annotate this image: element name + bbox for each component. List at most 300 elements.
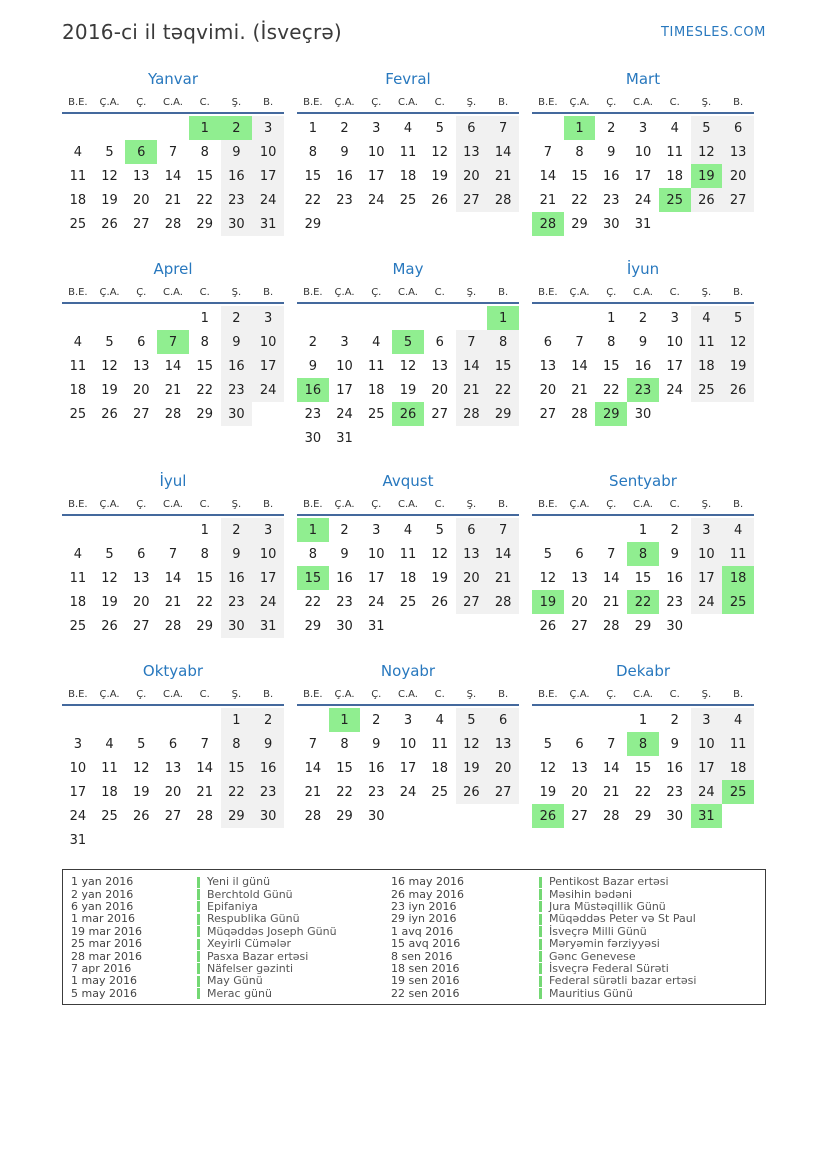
- weekday-header: B.E.: [303, 97, 323, 108]
- legend-holiday-name: Epifaniya: [197, 901, 391, 913]
- holiday-day-cell: 16: [297, 378, 329, 402]
- day-cell: 28: [456, 402, 488, 426]
- day-cell: 16: [666, 570, 683, 586]
- day-cell: 9: [340, 144, 349, 160]
- holiday-day-cell: 26: [532, 804, 564, 828]
- day-cell: 17: [252, 164, 284, 188]
- day-cell: 12: [101, 168, 118, 184]
- day-cell: 3: [73, 736, 82, 752]
- day-cell: 19: [431, 570, 448, 586]
- empty-cell: [189, 708, 221, 732]
- legend-holiday-date: 2 yan 2016: [71, 887, 134, 901]
- weekday-header: Ç.: [371, 287, 382, 298]
- legend-holiday-date: 26 may 2016: [391, 887, 464, 901]
- day-cell: 30: [252, 804, 284, 828]
- weekday-header-row: [297, 94, 519, 114]
- day-cell: 7: [168, 546, 178, 562]
- holiday-day-cell: 31: [691, 804, 723, 828]
- empty-cell: [94, 306, 126, 330]
- month-9: [532, 470, 754, 660]
- day-cell: 3: [403, 712, 413, 728]
- weekday-header: Ç.A.: [334, 97, 355, 108]
- legend-holiday-date: 1 may 2016: [71, 974, 137, 988]
- weekday-header: Ş.: [231, 689, 242, 700]
- day-cell: 19: [431, 168, 448, 184]
- holiday-marker-bar: [539, 914, 542, 925]
- legend-holiday-date: 16 may 2016: [391, 875, 464, 889]
- holiday-day-cell: 22: [627, 590, 659, 614]
- month-5: [297, 258, 519, 470]
- day-cell: 11: [399, 546, 417, 562]
- day-cell: 21: [164, 382, 182, 398]
- day-cell: 4: [435, 712, 444, 728]
- weekday-header: C.: [434, 499, 445, 510]
- day-cell: 14: [539, 168, 557, 184]
- holiday-marker-bar: [539, 963, 542, 974]
- day-cell: 25: [69, 406, 87, 422]
- weekday-header-row: [297, 686, 519, 706]
- weekday-header: Ç.: [371, 499, 382, 510]
- day-cell: 22: [196, 192, 213, 208]
- day-cell: 30: [634, 406, 652, 422]
- empty-cell: [94, 518, 126, 542]
- day-cell: 31: [69, 832, 87, 848]
- day-cell: 18: [69, 594, 87, 610]
- day-cell: 13: [431, 358, 448, 374]
- day-cell: 12: [722, 330, 754, 354]
- day-cell: 12: [691, 140, 723, 164]
- month-3: [532, 68, 754, 258]
- day-cell: 17: [666, 358, 683, 374]
- days-grid: [297, 114, 519, 236]
- holiday-marker-bar: [197, 926, 200, 937]
- day-cell: 7: [308, 736, 317, 752]
- empty-cell: [62, 116, 94, 140]
- day-cell: 24: [634, 192, 652, 208]
- legend-holiday-name: Müqəddəs Peter və St Paul: [539, 913, 765, 925]
- month-1: [62, 68, 284, 258]
- day-cell: 8: [487, 330, 519, 354]
- day-cell: 11: [101, 760, 118, 776]
- legend-holiday-date: 19 mar 2016: [71, 924, 142, 938]
- day-cell: 5: [456, 708, 488, 732]
- weekday-header: C.: [669, 499, 680, 510]
- day-cell: 16: [634, 358, 652, 374]
- weekday-header: C.: [199, 689, 210, 700]
- weekday-header: Ş.: [466, 287, 477, 298]
- empty-cell: [94, 116, 126, 140]
- day-cell: 25: [368, 406, 385, 422]
- day-cell: 17: [252, 566, 284, 590]
- day-cell: 27: [571, 618, 588, 634]
- day-cell: 24: [399, 784, 417, 800]
- day-cell: 22: [634, 784, 652, 800]
- day-cell: 2: [638, 310, 648, 326]
- day-cell: 25: [69, 216, 87, 232]
- holiday-day-cell: 23: [627, 378, 659, 402]
- day-cell: 7: [456, 330, 488, 354]
- weekday-header: B.E.: [68, 499, 88, 510]
- month-title[interactable]: Oktyabr: [142, 662, 204, 680]
- month-title[interactable]: Yanvar: [147, 70, 199, 88]
- day-cell: 5: [435, 522, 444, 538]
- day-cell: 15: [196, 570, 213, 586]
- day-cell: 15: [571, 168, 588, 184]
- day-cell: 26: [722, 378, 754, 402]
- holiday-marker-bar: [539, 877, 542, 888]
- day-cell: 3: [252, 306, 284, 330]
- weekday-header: Ç.: [606, 287, 617, 298]
- holiday-day-cell: 1: [297, 518, 329, 542]
- day-cell: 16: [252, 756, 284, 780]
- legend-holiday-date: 8 sen 2016: [391, 949, 453, 963]
- day-cell: 10: [336, 358, 353, 374]
- site-link[interactable]: TIMESLES.COM: [660, 25, 766, 40]
- empty-cell: [62, 518, 94, 542]
- empty-cell: [125, 306, 157, 330]
- empty-cell: [157, 306, 189, 330]
- day-cell: 18: [399, 570, 417, 586]
- legend-holiday-name: Jura Müstəqillik Günü: [539, 901, 765, 913]
- legend-holiday-date: 15 avq 2016: [391, 937, 461, 951]
- day-cell: 10: [399, 736, 417, 752]
- day-cell: 14: [164, 570, 182, 586]
- empty-cell: [125, 708, 157, 732]
- holiday-day-cell: 19: [691, 164, 723, 188]
- legend-holiday-name: May Günü: [197, 975, 391, 987]
- day-cell: 15: [221, 756, 253, 780]
- weekday-header: Ş.: [466, 97, 477, 108]
- day-cell: 9: [340, 546, 349, 562]
- legend-holiday-name: Merac günü: [197, 988, 391, 1000]
- weekday-header: Ç.: [136, 499, 147, 510]
- day-cell: 4: [691, 306, 723, 330]
- day-cell: 8: [308, 144, 317, 160]
- month-title[interactable]: Avqust: [382, 472, 434, 490]
- day-cell: 22: [336, 784, 353, 800]
- day-cell: 21: [164, 192, 182, 208]
- day-cell: 24: [368, 594, 385, 610]
- day-cell: 16: [221, 566, 253, 590]
- legend-holiday-name: Berchtold Günü: [197, 889, 391, 901]
- day-cell: 5: [105, 334, 114, 350]
- day-cell: 24: [252, 590, 284, 614]
- days-grid: [62, 114, 284, 236]
- day-cell: 21: [571, 382, 588, 398]
- day-cell: 18: [431, 760, 448, 776]
- day-cell: 6: [543, 334, 552, 350]
- day-cell: 21: [603, 594, 620, 610]
- day-cell: 20: [133, 594, 150, 610]
- day-cell: 13: [571, 570, 588, 586]
- day-cell: 1: [221, 708, 253, 732]
- holiday-day-cell: 25: [659, 188, 691, 212]
- day-cell: 23: [252, 780, 284, 804]
- weekday-header-row: [297, 496, 519, 516]
- month-11: [297, 660, 519, 852]
- day-cell: 26: [133, 808, 150, 824]
- day-cell: 24: [368, 192, 385, 208]
- day-cell: 27: [164, 808, 182, 824]
- empty-cell: [297, 708, 329, 732]
- month-title[interactable]: May: [392, 260, 424, 278]
- weekday-header: B.: [498, 499, 509, 510]
- weekday-header: C.A.: [162, 97, 183, 108]
- day-cell: 27: [133, 216, 150, 232]
- legend-holiday-date: 19 sen 2016: [391, 974, 460, 988]
- day-cell: 11: [69, 168, 87, 184]
- holiday-day-cell: 26: [392, 402, 424, 426]
- day-cell: 16: [666, 760, 683, 776]
- day-cell: 14: [603, 570, 620, 586]
- day-cell: 8: [221, 732, 253, 756]
- day-cell: 31: [252, 212, 284, 236]
- day-cell: 7: [487, 116, 519, 140]
- weekday-header-row: [532, 686, 754, 706]
- empty-cell: [424, 306, 456, 330]
- day-cell: 4: [670, 120, 679, 136]
- day-cell: 11: [722, 542, 754, 566]
- holiday-day-cell: 29: [595, 402, 627, 426]
- day-cell: 2: [670, 522, 679, 538]
- day-cell: 3: [340, 334, 349, 350]
- day-cell: 8: [340, 736, 349, 752]
- weekday-header: Ç.A.: [99, 287, 120, 298]
- day-cell: 10: [666, 334, 683, 350]
- day-cell: 4: [722, 518, 754, 542]
- day-cell: 13: [133, 168, 150, 184]
- holidays-legend: [62, 869, 766, 1005]
- day-cell: 21: [487, 164, 519, 188]
- holiday-day-cell: 1: [329, 708, 361, 732]
- day-cell: 1: [200, 310, 209, 326]
- day-cell: 3: [252, 518, 284, 542]
- day-cell: 14: [304, 760, 322, 776]
- day-cell: 1: [607, 310, 616, 326]
- day-cell: 3: [252, 116, 284, 140]
- days-grid: [532, 114, 754, 236]
- day-cell: 13: [539, 358, 557, 374]
- weekday-header: C.A.: [397, 287, 418, 298]
- day-cell: 18: [101, 784, 118, 800]
- day-cell: 27: [431, 406, 448, 422]
- day-cell: 4: [722, 708, 754, 732]
- day-cell: 2: [670, 712, 679, 728]
- weekday-header-row: [297, 284, 519, 304]
- weekday-header: B.E.: [68, 287, 88, 298]
- weekday-header: Ç.A.: [569, 499, 590, 510]
- day-cell: 21: [196, 784, 213, 800]
- day-cell: 17: [69, 784, 87, 800]
- day-cell: 11: [666, 144, 683, 160]
- day-cell: 16: [336, 570, 353, 586]
- day-cell: 28: [603, 808, 620, 824]
- weekday-header: Ç.A.: [569, 97, 590, 108]
- weekday-header: Ş.: [231, 499, 242, 510]
- day-cell: 18: [722, 756, 754, 780]
- empty-cell: [125, 518, 157, 542]
- day-cell: 1: [638, 522, 648, 538]
- weekday-header: B.: [733, 287, 744, 298]
- weekday-header: B.E.: [538, 97, 558, 108]
- weekday-header: C.: [434, 287, 445, 298]
- legend-holiday-date: 28 mar 2016: [71, 949, 142, 963]
- weekday-header: C.: [669, 689, 680, 700]
- month-12: [532, 660, 754, 852]
- month-title[interactable]: Dekabr: [615, 662, 671, 680]
- day-cell: 20: [164, 784, 182, 800]
- day-cell: 6: [456, 518, 488, 542]
- legend-holiday-date: 7 apr 2016: [71, 961, 132, 975]
- day-cell: 23: [336, 594, 353, 610]
- weekday-header-row: [62, 94, 284, 114]
- day-cell: 14: [196, 760, 213, 776]
- day-cell: 9: [221, 542, 253, 566]
- day-cell: 19: [101, 382, 118, 398]
- legend-grid: [71, 876, 765, 1000]
- day-cell: 15: [634, 760, 652, 776]
- day-cell: 27: [456, 188, 488, 212]
- weekday-header-row: [532, 94, 754, 114]
- days-grid: [532, 516, 754, 638]
- day-cell: 26: [456, 780, 488, 804]
- day-cell: 4: [73, 144, 82, 160]
- holiday-marker-bar: [197, 988, 200, 999]
- day-cell: 18: [666, 168, 683, 184]
- weekday-header: C.A.: [397, 499, 418, 510]
- month-title[interactable]: Sentyabr: [609, 472, 677, 490]
- day-cell: 29: [196, 216, 213, 232]
- day-cell: 8: [607, 334, 616, 350]
- day-cell: 7: [543, 144, 552, 160]
- day-cell: 23: [368, 784, 385, 800]
- day-cell: 24: [666, 382, 683, 398]
- holiday-day-cell: 5: [392, 330, 424, 354]
- day-cell: 21: [487, 566, 519, 590]
- legend-holiday-date: 18 sen 2016: [391, 961, 460, 975]
- day-cell: 5: [543, 736, 552, 752]
- month-title[interactable]: İyul: [159, 472, 187, 490]
- holiday-marker-bar: [539, 889, 542, 900]
- month-title[interactable]: Mart: [625, 70, 661, 88]
- day-cell: 13: [722, 140, 754, 164]
- weekday-header: Ç.: [136, 689, 147, 700]
- month-title[interactable]: Aprel: [153, 260, 193, 278]
- day-cell: 23: [666, 594, 683, 610]
- month-title[interactable]: Fevral: [385, 70, 431, 88]
- empty-cell: [595, 708, 627, 732]
- empty-cell: [157, 708, 189, 732]
- day-cell: 29: [634, 618, 652, 634]
- weekday-header: Ç.: [371, 97, 382, 108]
- holiday-marker-bar: [539, 976, 542, 987]
- holiday-day-cell: 1: [189, 116, 221, 140]
- legend-holiday-name: Respublika Günü: [197, 913, 391, 925]
- legend-holiday-name: İsveçrə Federal Sürəti: [539, 963, 765, 975]
- day-cell: 20: [571, 784, 588, 800]
- empty-cell: [125, 116, 157, 140]
- day-cell: 25: [399, 594, 417, 610]
- day-cell: 2: [308, 334, 317, 350]
- day-cell: 1: [200, 522, 209, 538]
- day-cell: 5: [137, 736, 146, 752]
- month-title[interactable]: Noyabr: [380, 662, 436, 680]
- weekday-header: C.A.: [632, 287, 653, 298]
- empty-cell: [532, 306, 564, 330]
- weekday-header: B.E.: [303, 689, 323, 700]
- holiday-marker-bar: [539, 901, 542, 912]
- day-cell: 17: [691, 566, 723, 590]
- day-cell: 7: [168, 144, 178, 160]
- month-8: [297, 470, 519, 660]
- day-cell: 17: [399, 760, 417, 776]
- holiday-day-cell: 8: [627, 542, 659, 566]
- weekday-header-row: [62, 686, 284, 706]
- day-cell: 22: [196, 594, 213, 610]
- weekday-header: Ş.: [231, 287, 242, 298]
- legend-holiday-name: Müqəddəs Joseph Günü: [197, 926, 391, 938]
- day-cell: 24: [691, 780, 723, 804]
- day-cell: 20: [456, 164, 488, 188]
- day-cell: 10: [69, 760, 87, 776]
- day-cell: 15: [304, 168, 322, 184]
- weekday-header: C.A.: [632, 97, 653, 108]
- weekday-header: Ç.: [606, 97, 617, 108]
- day-cell: 17: [691, 756, 723, 780]
- day-cell: 17: [368, 168, 385, 184]
- empty-cell: [329, 306, 361, 330]
- weekday-header: B.E.: [303, 287, 323, 298]
- weekday-header: B.E.: [68, 97, 88, 108]
- day-cell: 6: [137, 546, 146, 562]
- weekday-header: C.A.: [162, 499, 183, 510]
- day-cell: 30: [666, 808, 683, 824]
- day-cell: 28: [571, 406, 588, 422]
- weekday-header: C.A.: [397, 689, 418, 700]
- month-4: [62, 258, 284, 470]
- month-title[interactable]: İyun: [626, 260, 660, 278]
- day-cell: 12: [431, 144, 448, 160]
- holiday-day-cell: 15: [297, 566, 329, 590]
- day-cell: 6: [575, 736, 584, 752]
- day-cell: 13: [456, 542, 488, 566]
- day-cell: 29: [634, 808, 652, 824]
- day-cell: 14: [164, 358, 182, 374]
- weekday-header: Ş.: [466, 689, 477, 700]
- legend-holiday-name: Pentikost Bazar ertəsi: [539, 876, 765, 888]
- day-cell: 28: [487, 188, 519, 212]
- legend-holiday-date: 6 yan 2016: [71, 899, 134, 913]
- weekday-header: C.: [199, 287, 210, 298]
- holiday-marker-bar: [539, 926, 542, 937]
- day-cell: 29: [304, 618, 322, 634]
- day-cell: 17: [368, 570, 385, 586]
- legend-holiday-name: Mauritius Günü: [539, 988, 765, 1000]
- weekday-header: C.: [199, 499, 210, 510]
- page-title: 2016-ci il təqvimi. (İsveçrə): [62, 20, 342, 44]
- day-cell: 3: [691, 708, 723, 732]
- weekday-header: Ş.: [701, 97, 712, 108]
- legend-holiday-name: Gənc Genevese: [539, 951, 765, 963]
- day-cell: 19: [456, 756, 488, 780]
- day-cell: 23: [221, 590, 253, 614]
- day-cell: 23: [221, 378, 253, 402]
- day-cell: 4: [403, 522, 413, 538]
- day-cell: 2: [372, 712, 381, 728]
- day-cell: 2: [340, 120, 349, 136]
- day-cell: 23: [603, 192, 620, 208]
- weekday-header: Ç.A.: [99, 499, 120, 510]
